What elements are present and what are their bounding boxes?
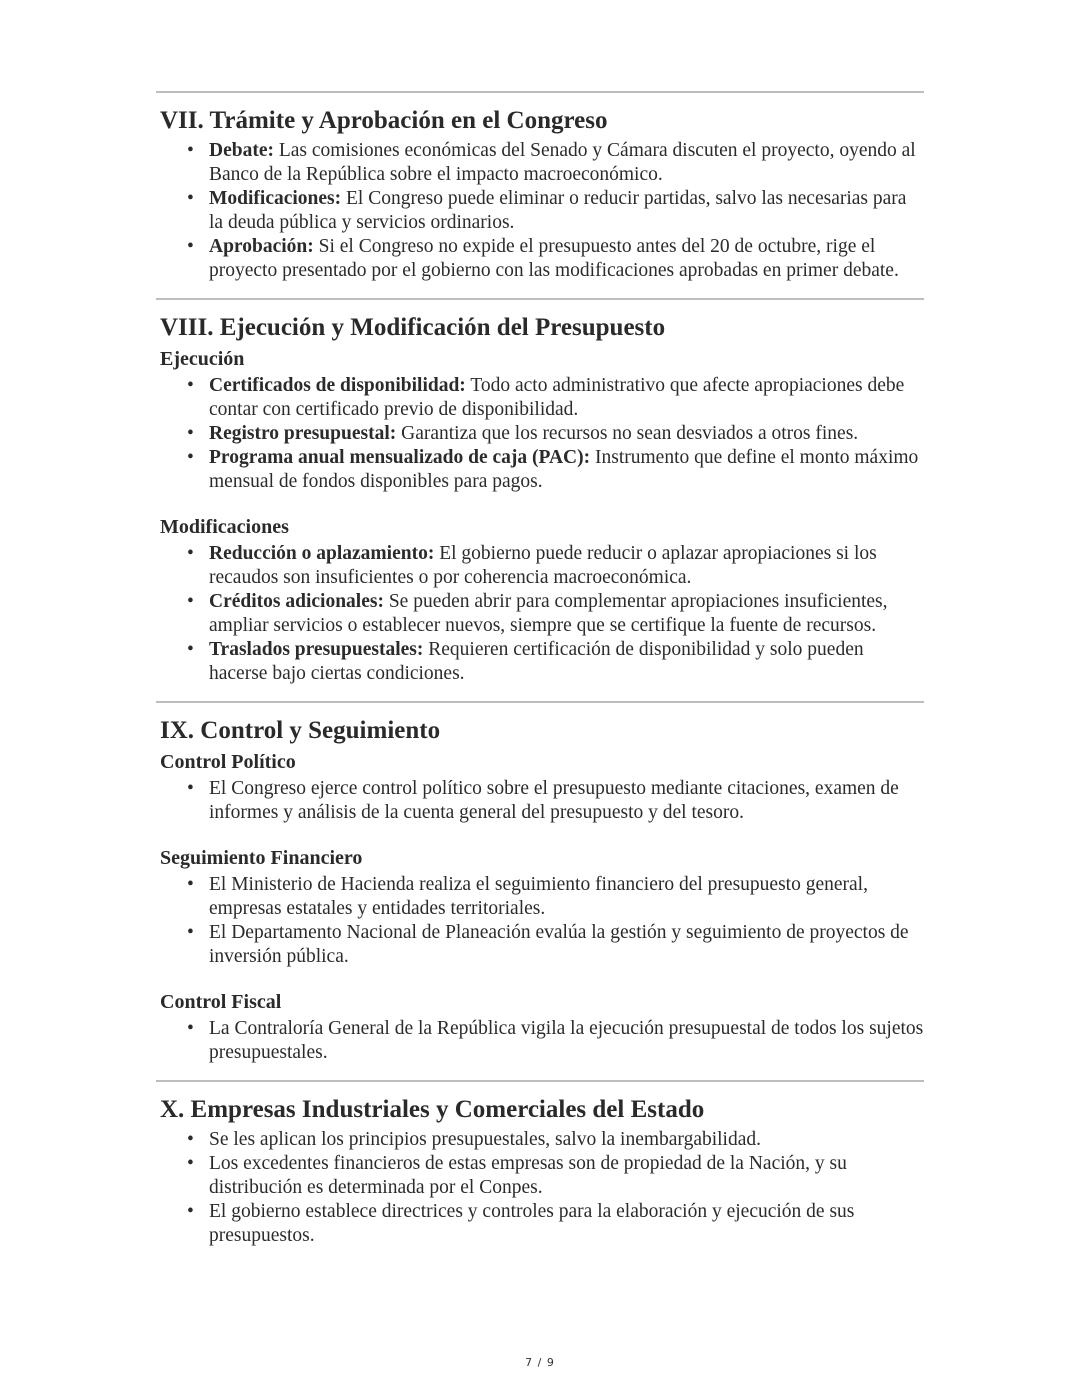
section-divider	[156, 298, 924, 300]
item-text: Requieren certificación de disponibilidad y solo pueden hacerse bajo ciertas condiciones.	[209, 639, 864, 684]
item-text: Los excedentes financieros de estas empresas son de propiedad de la Nación, y su distribución es determinada por el Conpes.	[209, 1153, 847, 1198]
section-group	[156, 139, 924, 283]
list-item	[187, 921, 924, 969]
document-section	[156, 1080, 924, 1248]
item-term: Registro presupuestal:	[209, 423, 397, 444]
item-text: Todo acto administrativo que afecte apropiaciones debe contar con certificado previo de disponibilidad.	[209, 375, 905, 420]
section-heading: VII. Trámite y Aprobación en el Congreso	[160, 107, 608, 134]
section-group	[156, 989, 924, 1065]
item-text: El Congreso ejerce control político sobre el presupuesto mediante citaciones, examen de informes y análisis de la cuenta general del presupuesto y del tesoro.	[209, 778, 899, 823]
item-text: El Ministerio de Hacienda realiza el seguimiento financiero del presupuesto general, empresas estatales y entidades territoriales.	[209, 874, 868, 919]
section-divider	[156, 1080, 924, 1082]
bullet-list	[156, 542, 924, 686]
bullet-list	[156, 139, 924, 283]
subsection-heading: Control Fiscal	[160, 991, 282, 1013]
section-heading: IX. Control y Seguimiento	[160, 717, 441, 744]
section-heading: X. Empresas Industriales y Comerciales del Estado	[160, 1096, 705, 1123]
bullet-icon: •	[187, 447, 194, 468]
bullet-list	[156, 1128, 924, 1248]
bullet-icon: •	[187, 423, 194, 444]
item-text: El gobierno establece directrices y controles para la elaboración y ejecución de sus presupuestos.	[209, 1201, 855, 1246]
bullet-icon: •	[187, 1153, 194, 1174]
bullet-icon: •	[187, 140, 194, 161]
section-divider	[156, 701, 924, 703]
section-group	[156, 346, 924, 494]
bullet-icon: •	[187, 543, 194, 564]
item-term: Programa anual mensualizado de caja (PAC):	[209, 447, 591, 468]
item-term: Certificados de disponibilidad:	[209, 375, 466, 396]
item-term: Reducción o aplazamiento:	[209, 543, 435, 564]
section-heading: VIII. Ejecución y Modificación del Presupuesto	[160, 314, 666, 341]
bullet-icon: •	[187, 236, 194, 257]
item-text: Garantiza que los recursos no sean desviados a otros fines.	[396, 423, 859, 444]
bullet-icon: •	[187, 778, 194, 799]
list-item	[187, 1200, 924, 1248]
item-text: Las comisiones económicas del Senado y Cámara discuten el proyecto, oyendo al Banco de la República sobre el impacto macroeconómico.	[209, 140, 916, 185]
bullet-list	[156, 777, 924, 825]
item-term: Debate:	[209, 140, 274, 161]
section-group	[156, 514, 924, 686]
bullet-icon: •	[187, 874, 194, 895]
item-text: Instrumento que define el monto máximo mensual de fondos disponibles para pagos.	[209, 447, 919, 492]
list-item	[187, 638, 924, 686]
subsection-heading: Control Político	[160, 751, 296, 773]
item-text: La Contraloría General de la República vigila la ejecución presupuestal de todos los sujetos presupuestales.	[209, 1018, 924, 1063]
section-divider	[156, 91, 924, 93]
document-section	[156, 298, 924, 686]
bullet-icon: •	[187, 188, 194, 209]
list-item	[187, 374, 924, 422]
item-text: Se les aplican los principios presupuestales, salvo la inembargabilidad.	[209, 1129, 762, 1150]
list-item	[187, 1017, 924, 1065]
section-group	[156, 845, 924, 969]
section-group	[156, 749, 924, 825]
item-text: Se pueden abrir para complementar apropiaciones insuficientes, ampliar servicios o establecer nuevos, siempre que se certifique la fuente de recursos.	[209, 591, 888, 636]
subsection-heading: Seguimiento Financiero	[160, 847, 363, 869]
document-section	[156, 91, 924, 283]
bullet-icon: •	[187, 1201, 194, 1222]
list-item	[187, 1128, 924, 1152]
bullet-icon: •	[187, 1129, 194, 1150]
list-item	[187, 446, 924, 494]
document-page	[156, 91, 924, 1263]
bullet-list	[156, 374, 924, 494]
item-text: El Congreso puede eliminar o reducir partidas, salvo las necesarias para la deuda pública y servicios ordinarios.	[209, 188, 907, 233]
list-item	[187, 542, 924, 590]
bullet-icon: •	[187, 375, 194, 396]
subsection-heading: Modificaciones	[160, 516, 289, 538]
item-term: Traslados presupuestales:	[209, 639, 424, 660]
list-item	[187, 1152, 924, 1200]
bullet-icon: •	[187, 1018, 194, 1039]
list-item	[187, 777, 924, 825]
subsection-heading: Ejecución	[160, 348, 245, 370]
list-item	[187, 235, 924, 283]
list-item	[187, 422, 924, 446]
item-term: Créditos adicionales:	[209, 591, 384, 612]
item-text: El gobierno puede reducir o aplazar apropiaciones si los recaudos son insuficientes o por coherencia macroeconómica.	[209, 543, 877, 588]
item-term: Modificaciones:	[209, 188, 342, 209]
bullet-list	[156, 1017, 924, 1065]
page-number: 7 / 9	[525, 1356, 555, 1369]
document-section	[156, 701, 924, 1065]
bullet-icon: •	[187, 591, 194, 612]
section-group	[156, 1128, 924, 1248]
list-item	[187, 873, 924, 921]
bullet-list	[156, 873, 924, 969]
bullet-icon: •	[187, 922, 194, 943]
item-term: Aprobación:	[209, 236, 314, 257]
item-text: El Departamento Nacional de Planeación evalúa la gestión y seguimiento de proyectos de inversión pública.	[209, 922, 909, 967]
list-item	[187, 590, 924, 638]
list-item	[187, 187, 924, 235]
bullet-icon: •	[187, 639, 194, 660]
item-text: Si el Congreso no expide el presupuesto antes del 20 de octubre, rige el proyecto presentado por el gobierno con las modificaciones aprobadas en primer debate.	[209, 236, 899, 281]
list-item	[187, 139, 924, 187]
